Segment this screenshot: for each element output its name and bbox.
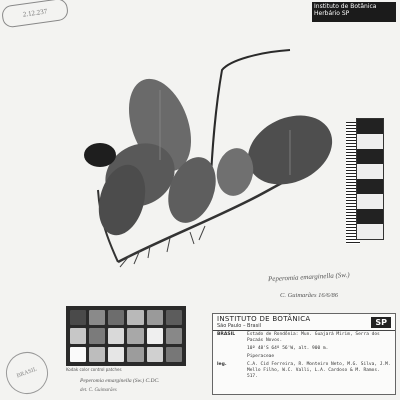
color-swatch (166, 347, 182, 362)
label-row-key (217, 354, 247, 360)
color-swatch (147, 328, 163, 343)
handwritten-bottom-2: det. C. Guimarães (80, 388, 117, 393)
label-code: SP (371, 317, 391, 328)
scale-bar (356, 118, 384, 240)
herbarium-line2: Herbário SP (314, 10, 350, 17)
label-row-key: leg. (217, 362, 227, 367)
color-card-caption: Kodak color control patches (66, 367, 122, 372)
color-swatch (166, 328, 182, 343)
label-row-key (217, 346, 247, 352)
label-row-value: Piperaceae (247, 354, 275, 359)
color-swatch (70, 347, 86, 362)
color-swatch (166, 310, 182, 325)
accession-stamp: 2.12.237 (1, 0, 69, 28)
color-swatch (70, 328, 86, 343)
label-institution: INSTITUTO DE BOTÂNICA (217, 315, 311, 323)
color-swatch (108, 347, 124, 362)
color-swatch (127, 347, 143, 362)
specimen-label (212, 313, 396, 395)
color-swatch (89, 310, 105, 325)
determination-name: Peperomia emarginella (Sw.) (267, 270, 350, 284)
label-row (213, 345, 395, 353)
color-swatch (127, 328, 143, 343)
color-swatch (108, 328, 124, 343)
color-swatch (147, 310, 163, 325)
color-swatch (89, 347, 105, 362)
label-row-value: Estado de Rondônia: Mun. Guajará Mirim, Serra dos Pacaás Novos. (247, 332, 380, 343)
label-rows (213, 331, 395, 381)
herbarium-line1: Instituto de Botânica (314, 3, 377, 10)
color-swatch (127, 310, 143, 325)
label-city: São Paulo – Brasil (217, 323, 261, 329)
label-row (213, 331, 395, 345)
color-swatch (108, 310, 124, 325)
handwritten-bottom-1: Peperomia emarginella (Sw.) C.DC. (80, 378, 160, 384)
label-row (213, 353, 395, 361)
color-card (66, 306, 186, 366)
color-swatch (147, 347, 163, 362)
color-swatch (89, 328, 105, 343)
color-swatch (70, 310, 86, 325)
leaf-dark-small (84, 143, 116, 167)
label-row-value: 10º 48'S 64º 56'W, alt. 900 m. (247, 346, 329, 351)
label-row-value: C.A. Cid Ferreira, R. Monteiro Neto, M.G. Silva, J.M. Mello Filho, W.C. Valli, L.A. Cardoso & M. Ramos. 517. (247, 362, 391, 379)
determination-det: C. Guimarães 16/6/86 (280, 292, 338, 299)
label-row-key: BRASIL (217, 332, 236, 337)
bottom-stamp: BRASIL (0, 346, 54, 400)
label-row (213, 361, 395, 381)
root-hairs (120, 226, 205, 267)
